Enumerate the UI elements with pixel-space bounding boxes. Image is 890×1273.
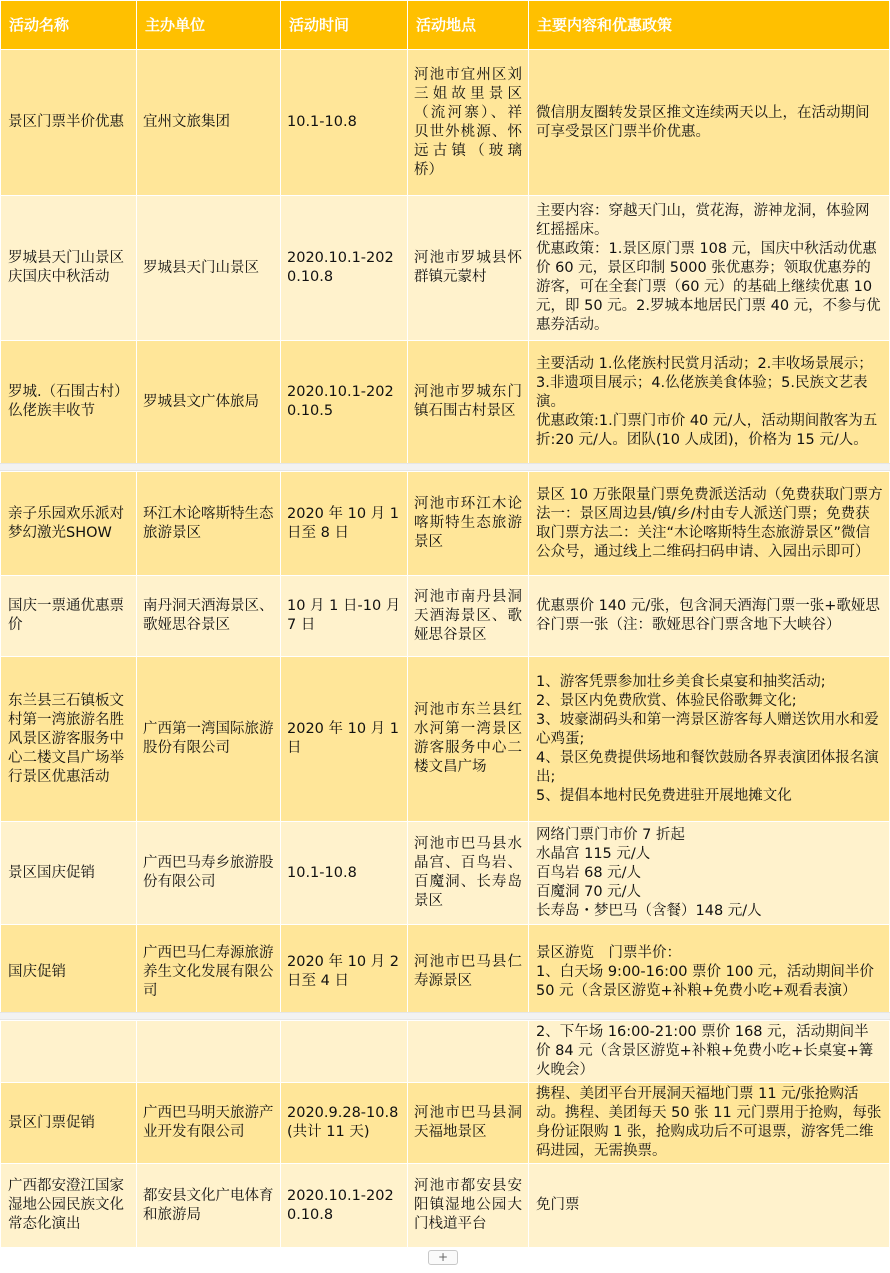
content-line: 2、景区内免费欣赏、体验民俗歌舞文化; <box>536 692 797 709</box>
location-cell[interactable]: 河池市巴马县仁寿源景区 <box>408 925 529 1020</box>
time-cell[interactable]: 2020.9.28-10.8(共计 11 天) <box>281 1083 408 1164</box>
table-block-2 <box>0 471 890 1020</box>
time-cell[interactable] <box>281 1021 408 1083</box>
time-cell[interactable]: 10.1-10.8 <box>281 50 408 196</box>
header-time[interactable]: 活动时间 <box>281 1 408 50</box>
header-location[interactable]: 活动地点 <box>408 1 529 50</box>
content-cell[interactable] <box>529 472 890 576</box>
table-row <box>1 576 890 657</box>
organizer-cell[interactable] <box>137 1021 281 1083</box>
table-row <box>1 50 890 196</box>
content-cell[interactable] <box>529 50 890 196</box>
content-line: 优惠政策:1.门票门市价 40 元/人，活动期间散客为五折:20 元/人。团队(10 人成团)，价格为 15 元/人。 <box>536 412 878 448</box>
table-row <box>1 925 890 1020</box>
table-row <box>1 822 890 925</box>
time-cell[interactable]: 2020 年 10 月 1 日 <box>281 657 408 822</box>
content-line: 景区 10 万张限量门票免费派送活动（免费获取门票方法一：景区周边县/镇/乡/村由专人派送门票；免费获取门票方法二：关注“木论喀斯特生态旅游景区”微信公众号，通过线上二维码扫码申请、入园出示即可） <box>536 486 883 560</box>
activity-name-cell[interactable] <box>1 1021 137 1083</box>
location-cell[interactable]: 河池市罗城东门镇石围古村景区 <box>408 341 529 464</box>
activity-name-cell[interactable]: 亲子乐园欢乐派对梦幻激光SHOW <box>1 472 137 576</box>
header-content[interactable]: 主要内容和优惠政策 <box>529 1 890 50</box>
content-line: 3、坡豪湖码头和第一湾景区游客每人赠送饮用水和爱心鸡蛋; <box>536 711 879 747</box>
header-activity-name[interactable]: 活动名称 <box>1 1 137 50</box>
location-cell[interactable]: 河池市南丹县洞天酒海景区、歌娅思谷景区 <box>408 576 529 657</box>
content-line: 优惠票价 140 元/张，包含洞天酒海门票一张+歌娅思谷门票一张（注：歌娅思谷门票含地下大峡谷） <box>536 598 880 633</box>
organizer-cell[interactable]: 南丹洞天酒海景区、歌娅思谷景区 <box>137 576 281 657</box>
activity-name-cell[interactable]: 东兰县三石镇板文村第一湾旅游名胜风景区游客服务中心二楼文昌广场举行景区优惠活动 <box>1 657 137 822</box>
location-cell[interactable] <box>408 1021 529 1083</box>
content-cell[interactable] <box>529 1083 890 1164</box>
content-line: 2、下午场 16:00-21:00 票价 168 元，活动期间半价 84 元（含景区游览+补粮+免费小吃+长桌宴+篝火晚会） <box>536 1024 874 1078</box>
organizer-cell[interactable]: 环江木论喀斯特生态旅游景区 <box>137 472 281 576</box>
content-cell[interactable] <box>529 196 890 341</box>
content-line: 优惠政策：1.景区原门票 108 元，国庆中秋活动优惠价 60 元，景区印制 5000 张优惠券；领取优惠券的游客，可在全套门票（60 元）的基础上继续优惠 10 元，即 50 元。2.罗城本地居民门票 40 元，不参与优惠券活动。 <box>536 240 881 333</box>
location-cell[interactable]: 河池市罗城县怀群镇元蒙村 <box>408 196 529 341</box>
content-line: 主要活动 1.仫佬族村民赏月活动；2.丰收场景展示；3.非遗项目展示；4.仫佬族美食体验；5.民族文艺表演。 <box>536 355 873 410</box>
activity-name-cell[interactable]: 国庆促销 <box>1 925 137 1020</box>
organizer-cell[interactable]: 罗城县天门山景区 <box>137 196 281 341</box>
activity-name-cell[interactable]: 景区门票促销 <box>1 1083 137 1164</box>
table-row <box>1 472 890 576</box>
activity-name-cell[interactable]: 罗城县天门山景区庆国庆中秋活动 <box>1 196 137 341</box>
content-line: 5、提倡本地村民免费进驻开展地摊文化 <box>536 787 792 804</box>
location-cell[interactable]: 河池市环江木论喀斯特生态旅游景区 <box>408 472 529 576</box>
time-cell[interactable]: 10 月 1 日-10 月 7 日 <box>281 576 408 657</box>
table-row <box>1 657 890 822</box>
content-line: 网络门票门市价 7 折起 <box>536 826 685 843</box>
content-line: 4、景区免费提供场地和餐饮鼓励各界表演团体报名演出; <box>536 749 879 785</box>
time-cell[interactable]: 2020 年 10 月 1 日至 8 日 <box>281 472 408 576</box>
content-line: 免门票 <box>536 1197 580 1213</box>
organizer-cell[interactable]: 广西巴马明天旅游产业开发有限公司 <box>137 1083 281 1164</box>
organizer-cell[interactable]: 广西巴马仁寿源旅游养生文化发展有限公司 <box>137 925 281 1020</box>
content-line: 长寿岛・梦巴马（含餐）148 元/人 <box>536 902 762 919</box>
location-cell[interactable]: 河池市都安县安阳镇湿地公园大门栈道平台 <box>408 1164 529 1248</box>
activity-name-cell[interactable]: 罗城.（石围古村）仫佬族丰收节 <box>1 341 137 464</box>
table-block-1 <box>0 0 890 464</box>
content-line: 1、白天场 9:00-16:00 票价 100 元，活动期间半价 50 元（含景区游览+补粮+免费小吃+观看表演） <box>536 963 874 999</box>
content-line: 水晶宫 115 元/人 <box>536 845 651 862</box>
activity-name-cell[interactable]: 景区门票半价优惠 <box>1 50 137 196</box>
header-organizer[interactable]: 主办单位 <box>137 1 281 50</box>
activity-name-cell[interactable]: 国庆一票通优惠票价 <box>1 576 137 657</box>
time-cell[interactable]: 2020 年 10 月 2 日至 4 日 <box>281 925 408 1020</box>
time-cell[interactable]: 2020.10.1-2020.10.8 <box>281 1164 408 1248</box>
content-line: 百鸟岩 68 元/人 <box>536 864 642 881</box>
organizer-cell[interactable]: 宜州文旅集团 <box>137 50 281 196</box>
row-gap-divider <box>0 463 890 471</box>
activity-name-cell[interactable]: 景区国庆促销 <box>1 822 137 925</box>
location-cell[interactable]: 河池市巴马县水晶宫、百鸟岩、百魔洞、长寿岛景区 <box>408 822 529 925</box>
content-line: 百魔洞 70 元/人 <box>536 883 642 900</box>
organizer-cell[interactable]: 罗城县文广体旅局 <box>137 341 281 464</box>
content-cell[interactable] <box>529 576 890 657</box>
header-row <box>1 1 890 50</box>
time-cell[interactable]: 2020.10.1-2020.10.8 <box>281 196 408 341</box>
organizer-cell[interactable]: 广西巴马寿乡旅游股份有限公司 <box>137 822 281 925</box>
table-row <box>1 196 890 341</box>
table-row <box>1 1164 890 1248</box>
content-cell[interactable] <box>529 657 890 822</box>
content-cell[interactable] <box>529 1164 890 1248</box>
location-cell[interactable]: 河池市宜州区刘三姐故里景区（流河寨）、祥贝世外桃源、怀远古镇（玻璃桥） <box>408 50 529 196</box>
location-cell[interactable]: 河池市东兰县红水河第一湾景区游客服务中心二楼文昌广场 <box>408 657 529 822</box>
table-row <box>1 1021 890 1083</box>
activity-name-cell[interactable]: 广西都安澄江国家湿地公园民族文化常态化演出 <box>1 1164 137 1248</box>
content-line: 1、游客凭票参加壮乡美食长桌宴和抽奖活动; <box>536 673 826 690</box>
content-line: 主要内容：穿越天门山，赏花海，游神龙洞，体验网红摇摇床。 <box>536 202 870 238</box>
add-row-button[interactable]: + <box>428 1250 458 1265</box>
content-line: 景区游览 门票半价： <box>536 944 681 961</box>
content-cell[interactable] <box>529 822 890 925</box>
time-cell[interactable]: 10.1-10.8 <box>281 822 408 925</box>
time-cell[interactable]: 2020.10.1-2020.10.5 <box>281 341 408 464</box>
organizer-cell[interactable]: 广西第一湾国际旅游股份有限公司 <box>137 657 281 822</box>
content-line: 携程、美团平台开展洞天福地门票 11 元/张抢购活动。携程、美团每天 50 张 11 元门票用于抢购，每张身份证限购 1 张，抢购成功后不可退票，游客凭二维码进园，无需换票。 <box>536 1086 882 1159</box>
location-cell[interactable]: 河池市巴马县洞天福地景区 <box>408 1083 529 1164</box>
table-block-3 <box>0 1020 890 1248</box>
table-row <box>1 341 890 464</box>
organizer-cell[interactable]: 都安县文化广电体育和旅游局 <box>137 1164 281 1248</box>
content-line: 微信朋友圈转发景区推文连续两天以上，在活动期间可享受景区门票半价优惠。 <box>536 104 870 140</box>
content-cell[interactable] <box>529 341 890 464</box>
content-cell[interactable] <box>529 925 890 1020</box>
table-row <box>1 1083 890 1164</box>
content-cell[interactable] <box>529 1021 890 1083</box>
row-gap-divider <box>0 1012 890 1020</box>
